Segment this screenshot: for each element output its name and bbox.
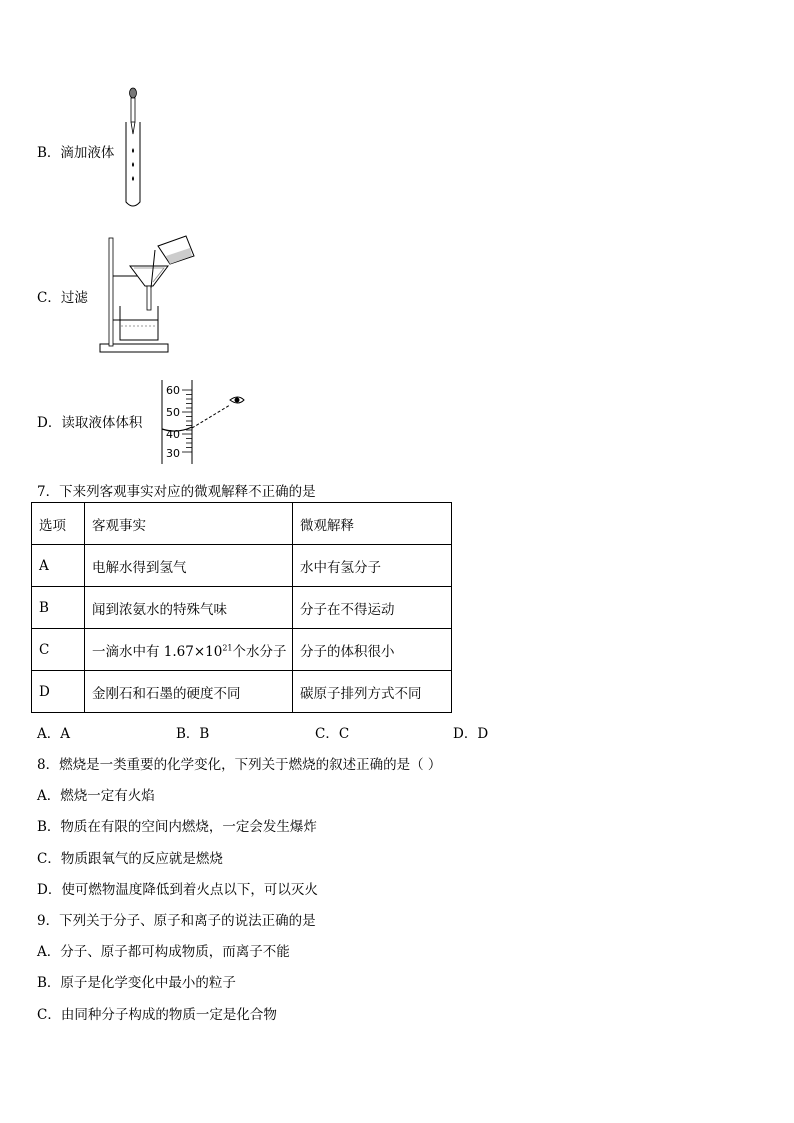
q8-option-b[interactable]: B．物质在有限的空间内燃烧，一定会发生爆炸 (37, 819, 317, 835)
q6-option-d-label: D．读取液体体积 (37, 415, 143, 431)
cylinder-tick-50: 50 (166, 406, 180, 419)
header-option: 选项 (32, 503, 85, 545)
q7-table (31, 502, 452, 713)
table-row (32, 629, 452, 671)
table-row (32, 671, 452, 713)
q9-option-c[interactable]: C．由同种分子构成的物质一定是化合物 (37, 1007, 277, 1023)
row-fact: 电解水得到氢气 (85, 545, 293, 587)
fact-prefix: 一滴水中有 1.67×10 (92, 643, 223, 660)
table-header-row (32, 503, 452, 545)
row-option: A (32, 545, 85, 587)
row-explanation: 碳原子排列方式不同 (293, 671, 452, 713)
row-explanation: 水中有氢分子 (293, 545, 452, 587)
q9-option-b[interactable]: B．原子是化学变化中最小的粒子 (37, 975, 236, 991)
q8-stem: 8．燃烧是一类重要的化学变化，下列关于燃烧的叙述正确的是（ ） (37, 757, 442, 773)
q9-stem: 9．下列关于分子、原子和离子的说法正确的是 (37, 913, 316, 929)
row-explanation: 分子在不得运动 (293, 587, 452, 629)
header-explanation: 微观解释 (293, 503, 452, 545)
q7-choice-a[interactable]: A．A (37, 726, 70, 742)
row-option: C (32, 629, 85, 671)
q8-option-c[interactable]: C．物质跟氧气的反应就是燃烧 (37, 851, 223, 867)
q7-stem: 7．下来列客观事实对应的微观解释不正确的是 (37, 484, 316, 500)
fact-exponent: 21 (222, 643, 233, 652)
cylinder-tick-30: 30 (166, 447, 180, 460)
cylinder-tick-40: 40 (166, 428, 180, 441)
row-fact: 闻到浓氨水的特殊气味 (85, 587, 293, 629)
row-fact: 金刚石和石墨的硬度不同 (85, 671, 293, 713)
graduated-cylinder-figure (158, 380, 248, 464)
header-fact: 客观事实 (85, 503, 293, 545)
q7-choice-b[interactable]: B．B (176, 726, 210, 742)
q6-option-b-label: B．滴加液体 (37, 145, 115, 161)
q7-choice-d[interactable]: D．D (453, 726, 489, 742)
table-row (32, 587, 452, 629)
q8-option-a[interactable]: A．燃烧一定有火焰 (37, 788, 155, 804)
q9-option-a[interactable]: A．分子、原子都可构成物质，而离子不能 (37, 944, 290, 960)
dropper-test-tube-figure (118, 86, 148, 210)
table-row (32, 545, 452, 587)
fact-suffix: 个水分子 (232, 643, 287, 660)
q7-choice-c[interactable]: C．C (315, 726, 350, 742)
row-option: D (32, 671, 85, 713)
cylinder-tick-60: 60 (166, 384, 180, 397)
filtration-apparatus-figure (98, 234, 198, 356)
row-explanation: 分子的体积很小 (293, 629, 452, 671)
q8-option-d[interactable]: D．使可燃物温度降低到着火点以下，可以灭火 (37, 882, 318, 898)
q6-option-c-label: C．过滤 (37, 290, 88, 306)
row-option: B (32, 587, 85, 629)
row-fact (85, 629, 293, 671)
